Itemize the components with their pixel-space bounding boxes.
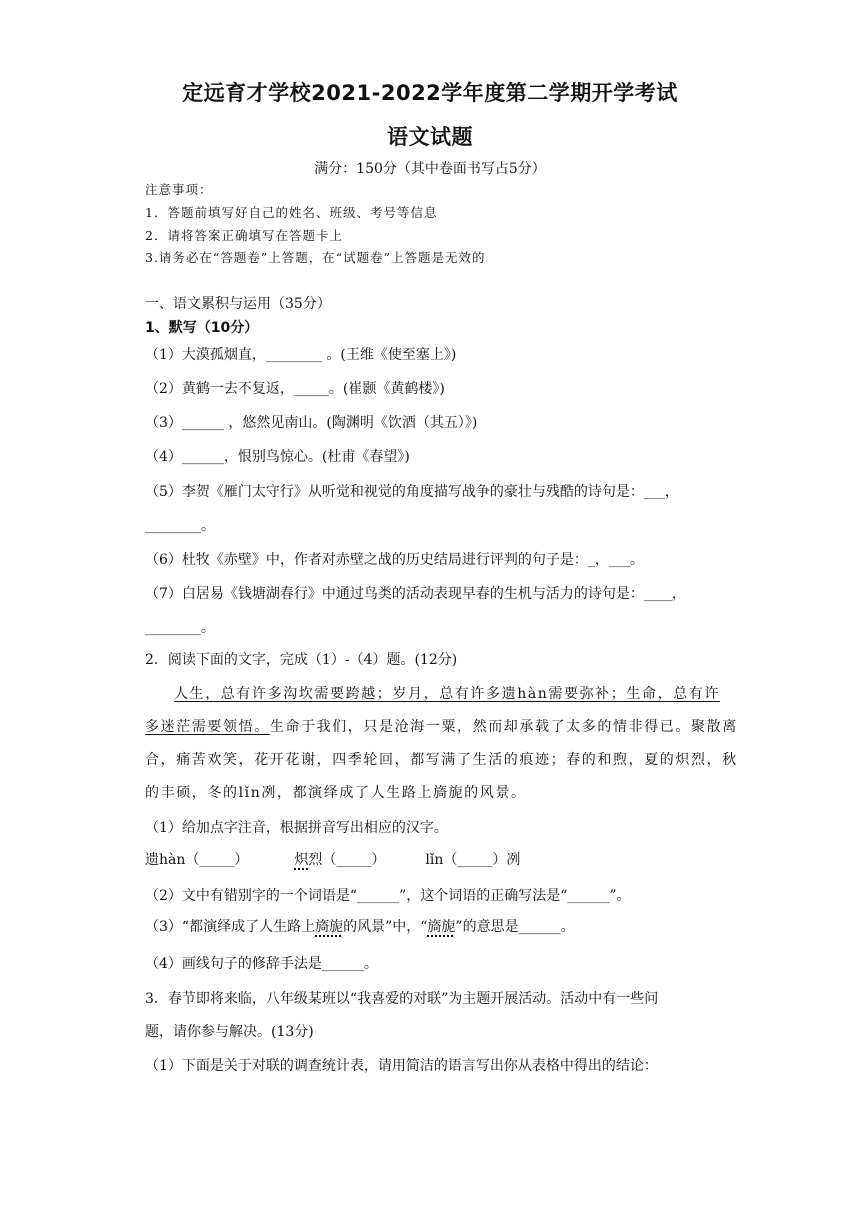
dictation-item: （6）杜牧《赤壁》中，作者对赤壁之战的历史结局进行评判的句子是：_，___。 <box>145 552 644 568</box>
dictation-item: （5）李贺《雁门太守行》从听觉和视觉的角度描写战争的豪壮与残酷的诗句是：___， <box>145 484 679 500</box>
dictation-item: （7）白居易《钱塘湖春行》中通过鸟类的活动表现早春的生机与活力的诗句是：____， <box>145 586 686 602</box>
dictation-item: ________。 <box>145 518 215 534</box>
dictation-item: （1）大漠孤烟直，________ 。(王维《使至塞上》) <box>145 347 457 363</box>
notice-heading: 注意事项： <box>145 182 213 197</box>
sub-question: （1）下面是关于对联的调查统计表，请用简洁的语言写出你从表格中得出的结论： <box>145 1058 658 1074</box>
question-text: 题，请你参与解决。(13分) <box>145 1024 314 1040</box>
pinyin-blank-a: 遗hàn（_____） <box>145 852 249 868</box>
exam-title: 定远育才学校2021-2022学年度第二学期开学考试 <box>182 81 678 105</box>
notice-item: 1．答题前填写好自己的姓名、班级、考号等信息 <box>145 205 438 220</box>
pinyin-row <box>145 849 520 869</box>
dictation-item: （2）黄鹤一去不复返，_____。(崔颢《黄鹤楼》) <box>145 381 445 397</box>
sub-question: （1）给加点字注音，根据拼音写出相应的汉字。 <box>145 820 448 836</box>
dictation-item: ________。 <box>145 620 215 636</box>
full-score-note: 满分：150分（其中卷面书写占5分） <box>314 161 546 177</box>
passage-line: 合，痛苦欢笑，花开花谢，四季轮回，都写满了生活的痕迹；春的和煦，夏的炽烈，秋 <box>145 752 738 768</box>
dictation-item: （4）______，恨别鸟惊心。(杜甫《春望》) <box>145 449 410 465</box>
passage-line <box>174 683 720 703</box>
underlined-sentence: 多迷茫需要领悟。 <box>145 719 270 735</box>
pinyin-blank-c: lǐn（_____）冽 <box>425 852 521 868</box>
question-heading: 1、默写（10分） <box>145 320 259 336</box>
notice-item: 3.请务必在“答题卷”上答题，在“试题卷”上答题是无效的 <box>145 250 486 265</box>
pinyin-blank-b: 烈（_____） <box>308 852 386 868</box>
sub-question: （4）画线句子的修辞手法是______。 <box>145 956 378 972</box>
section-heading: 一、语文累积与运用（35分） <box>145 296 331 312</box>
dotted-char: 炽 <box>294 852 309 868</box>
sub-question: （3）“都演绎成了人生路上旖旎的风景”中，“旖旎”的意思是______。 <box>145 919 575 935</box>
passage-line: 多迷茫需要领悟。生命于我们，只是沧海一粟，然而却承载了太多的情非得已。聚散离 <box>145 719 738 735</box>
underlined-sentence: 人生，总有许多沟坎需要跨越；岁月，总有许多遗hàn需要弥补；生命，总有许 <box>174 686 720 702</box>
passage-line: 的丰硕，冬的lǐn冽，都演绎成了人生路上旖旎的风景。 <box>145 785 527 801</box>
notice-item: 2．请将答案正确填写在答题卡上 <box>145 228 343 243</box>
dotted-word: 旖旎 <box>315 919 344 935</box>
sub-question: （2）文中有错别字的一个词语是“______”，这个词语的正确写法是“______”。 <box>145 888 631 904</box>
question-heading: 2．阅读下面的文字，完成（1）-（4）题。(12分) <box>145 652 458 668</box>
question-text: 3．春节即将来临，八年级某班以“我喜爱的对联”为主题开展活动。活动中有一些问 <box>145 991 659 1007</box>
exam-subtitle: 语文试题 <box>387 125 473 149</box>
dotted-word: 旖旎 <box>427 919 456 935</box>
dictation-item: （3）______ ，悠然见南山。(陶渊明《饮酒（其五）》) <box>145 415 478 431</box>
